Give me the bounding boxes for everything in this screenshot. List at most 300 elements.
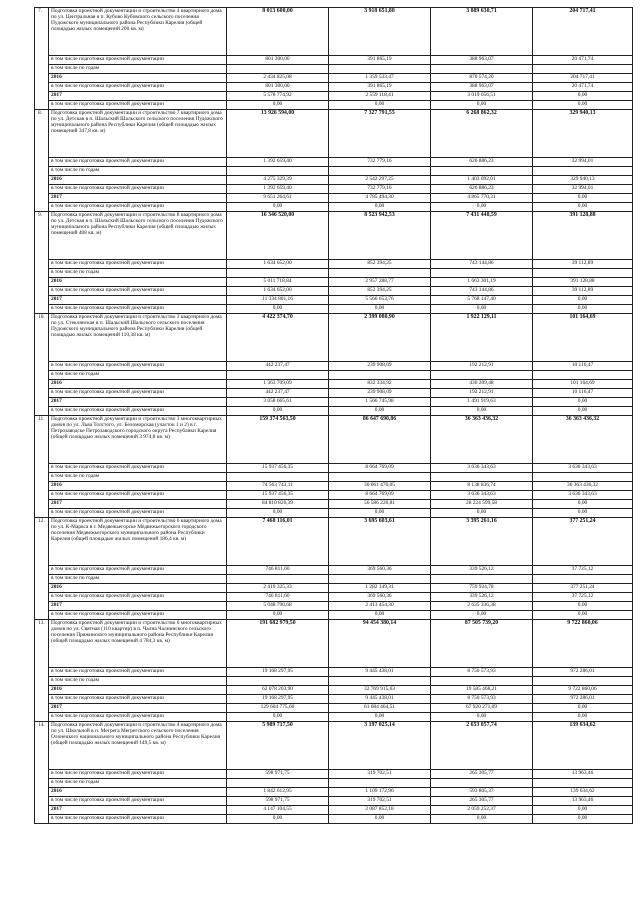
amount-cell: 0,00 [431, 815, 533, 824]
item-subrow [35, 704, 633, 713]
item-description: Подготовка проектной документации и строительство 6 многоквартирных домов по ул. Святная (110 квартир) в п. Чална Чалнинского сельского поселения Пряжинского муниципального района Республики Карелия (общей площадью жилых помещений 4 784,3 кв. м) [49, 620, 227, 668]
amount-cell: 6 268 862,32 [431, 110, 533, 158]
amount-cell: 16 346 520,00 [227, 212, 329, 260]
amount-cell: 732 779,16 [329, 185, 431, 194]
amount-cell: 3 636 343,63 [431, 464, 533, 473]
amount-cell: 0,00 [533, 509, 633, 518]
amount-cell: 339 526,12 [431, 593, 533, 602]
amount-cell: 84 810 820,39 [227, 500, 329, 509]
amount-cell: 37 725,12 [533, 593, 633, 602]
item-row [35, 8, 633, 56]
amount-cell [533, 65, 633, 74]
amount-cell: 2 059 252,37 [431, 806, 533, 815]
item-number: 8. [35, 110, 49, 212]
amount-cell: 391 128,88 [533, 212, 633, 260]
budget-table [34, 7, 633, 824]
amount-cell: 32 994,01 [533, 185, 633, 194]
amount-cell: 3 197 025,14 [329, 722, 431, 770]
item-subrow [35, 806, 633, 815]
amount-cell: 339 526,12 [431, 566, 533, 575]
row-label: 2017 [49, 500, 227, 509]
amount-cell: 598 971,75 [227, 770, 329, 779]
amount-cell [431, 65, 533, 74]
item-number: 9. [35, 212, 49, 314]
amount-cell: 239 908,09 [329, 362, 431, 371]
row-label: в том числе по годам [49, 473, 227, 482]
item-subrow [35, 398, 633, 407]
amount-cell: 369 560,36 [329, 593, 431, 602]
amount-cell: 1 922 129,11 [431, 314, 533, 362]
amount-cell: 4 422 374,70 [227, 314, 329, 362]
row-label: в том числе подготовка проектной документации [49, 611, 227, 620]
amount-cell [227, 269, 329, 278]
amount-cell [533, 779, 633, 788]
amount-cell: 4 147 104,55 [227, 806, 329, 815]
amount-cell: 0,00 [431, 611, 533, 620]
item-subrow [35, 185, 633, 194]
amount-cell: 1 663 301,19 [431, 278, 533, 287]
amount-cell: 87 505 739,20 [431, 620, 533, 668]
amount-cell: 377 251,24 [533, 518, 633, 566]
amount-cell: 265 305,77 [431, 797, 533, 806]
amount-cell: 13 963,46 [533, 797, 633, 806]
amount-cell: 8 750 573,93 [431, 668, 533, 677]
amount-cell: 0,00 [227, 815, 329, 824]
amount-cell [431, 371, 533, 380]
item-subrow [35, 779, 633, 788]
amount-cell: 626 886,23 [431, 185, 533, 194]
amount-cell: 10 116,47 [533, 389, 633, 398]
amount-cell: 9 722 860,06 [533, 686, 633, 695]
amount-cell: 2 399 080,90 [329, 314, 431, 362]
amount-cell: 319 702,51 [329, 797, 431, 806]
item-number: 12. [35, 518, 49, 620]
amount-cell [329, 575, 431, 584]
amount-cell: 801 300,00 [227, 56, 329, 65]
item-row [35, 620, 633, 668]
row-label: в том числе подготовка проектной документации [49, 389, 227, 398]
amount-cell: 1 403 092,01 [431, 176, 533, 185]
row-label: в том числе подготовка проектной документации [49, 464, 227, 473]
row-label: в том числе подготовка проектной документации [49, 260, 227, 269]
row-label: в том числе подготовка проектной документации [49, 185, 227, 194]
amount-cell: 3 058 665,61 [227, 398, 329, 407]
amount-cell: 1 842 612,95 [227, 788, 329, 797]
amount-cell: 3 636 343,63 [533, 464, 633, 473]
amount-cell: 626 886,23 [431, 158, 533, 167]
amount-cell [227, 575, 329, 584]
amount-cell: 139 634,62 [533, 722, 633, 770]
row-label: в том числе подготовка проектной документации [49, 83, 227, 92]
table-body [35, 8, 633, 824]
amount-cell: 36 363 436,32 [431, 416, 533, 464]
item-description: Подготовка проектной документации и строительство 8 квартирного дома по ул. Детская в п. Шальский Шальского сельского поселения Пудожского муниципального района Республики Карелия (общей площадью жилых помещений 408 кв. м) [49, 212, 227, 260]
item-subrow [35, 380, 633, 389]
amount-cell: 388 963,07 [431, 56, 533, 65]
amount-cell [227, 677, 329, 686]
item-subrow [35, 482, 633, 491]
item-subrow [35, 509, 633, 518]
document-page [34, 7, 632, 824]
row-label: в том числе подготовка проектной документации [49, 203, 227, 212]
amount-cell: 39 112,89 [533, 260, 633, 269]
row-label: 2017 [49, 194, 227, 203]
amount-cell: 0,00 [533, 815, 633, 824]
amount-cell: 2 635 336,38 [431, 602, 533, 611]
item-row [35, 212, 633, 260]
amount-cell: 743 144,86 [431, 287, 533, 296]
amount-cell [533, 269, 633, 278]
item-subrow [35, 695, 633, 704]
amount-cell: 0,00 [533, 203, 633, 212]
amount-cell: 13 963,46 [533, 770, 633, 779]
amount-cell: 19 168 297,95 [227, 695, 329, 704]
item-subrow [35, 74, 633, 83]
amount-cell: 159 374 563,50 [227, 416, 329, 464]
amount-cell: 369 560,36 [329, 566, 431, 575]
amount-cell: 319 702,51 [329, 770, 431, 779]
amount-cell [431, 575, 533, 584]
row-label: в том числе по годам [49, 779, 227, 788]
amount-cell: 0,00 [431, 509, 533, 518]
amount-cell: 20 471,74 [533, 56, 633, 65]
amount-cell: 9 722 860,06 [533, 620, 633, 668]
amount-cell: 746 811,60 [227, 566, 329, 575]
amount-cell: 1 566 745,98 [329, 398, 431, 407]
amount-cell: 204 717,41 [533, 74, 633, 83]
amount-cell: 20 471,74 [533, 83, 633, 92]
amount-cell: 101 164,69 [533, 380, 633, 389]
amount-cell: 2 957 288,77 [329, 278, 431, 287]
amount-cell: 0,00 [533, 194, 633, 203]
amount-cell [329, 779, 431, 788]
item-subrow [35, 371, 633, 380]
amount-cell: 2 419 325,33 [227, 584, 329, 593]
amount-cell: 0,00 [227, 101, 329, 110]
item-number: 7. [35, 8, 49, 110]
amount-cell [227, 473, 329, 482]
amount-cell: 0,00 [227, 713, 329, 722]
amount-cell: 0,00 [431, 305, 533, 314]
row-label: в том числе по годам [49, 677, 227, 686]
amount-cell: 0,00 [227, 611, 329, 620]
amount-cell: 139 634,62 [533, 788, 633, 797]
amount-cell: 204 717,41 [533, 8, 633, 56]
row-label: 2016 [49, 278, 227, 287]
row-label: в том числе подготовка проектной документации [49, 797, 227, 806]
amount-cell: 1 392 659,40 [227, 185, 329, 194]
row-label: в том числе по годам [49, 269, 227, 278]
row-label: 2016 [49, 584, 227, 593]
item-subrow [35, 56, 633, 65]
item-subrow [35, 677, 633, 686]
row-label: в том числе подготовка проектной документации [49, 101, 227, 110]
item-subrow [35, 101, 633, 110]
row-label: в том числе подготовка проектной документации [49, 815, 227, 824]
amount-cell: 0,00 [431, 407, 533, 416]
row-label: в том числе подготовка проектной документации [49, 158, 227, 167]
row-label: 2016 [49, 176, 227, 185]
amount-cell: 1 634 652,00 [227, 260, 329, 269]
row-label: 2017 [49, 704, 227, 713]
amount-cell [431, 677, 533, 686]
amount-cell: 3 636 343,63 [431, 491, 533, 500]
amount-cell: 0,00 [533, 398, 633, 407]
amount-cell [329, 65, 431, 74]
amount-cell: 0,00 [431, 101, 533, 110]
amount-cell [431, 779, 533, 788]
row-label: 2017 [49, 92, 227, 101]
amount-cell [533, 167, 633, 176]
row-label: в том числе подготовка проектной документации [49, 362, 227, 371]
amount-cell: 852 394,25 [329, 287, 431, 296]
amount-cell: 972 286,01 [533, 695, 633, 704]
item-subrow [35, 797, 633, 806]
item-subrow [35, 296, 633, 305]
item-subrow [35, 575, 633, 584]
row-label: 2016 [49, 380, 227, 389]
amount-cell: 4 785 494,30 [329, 194, 431, 203]
amount-cell: 3 918 651,88 [329, 8, 431, 56]
amount-cell: 0,00 [227, 407, 329, 416]
amount-cell: 192 212,91 [431, 362, 533, 371]
item-description: Подготовка проектной документации и строительство 6 квартирного дома по ул. К-Маркса в г. Медвежьегорске Медвежьегорского городского поселения Медвежьегорского муниципального района Республики Карелия (общей площадью жилых помещений 186,4 кв. м) [49, 518, 227, 566]
amount-cell: 732 779,16 [329, 158, 431, 167]
amount-cell: 56 586 220,81 [329, 500, 431, 509]
amount-cell: 3 395 261,16 [431, 518, 533, 566]
amount-cell: 4 865 770,31 [431, 194, 533, 203]
amount-cell: 62 078 203,90 [227, 686, 329, 695]
item-subrow [35, 176, 633, 185]
amount-cell: 2 413 454,30 [329, 602, 431, 611]
row-label: 2017 [49, 398, 227, 407]
item-row [35, 314, 633, 362]
amount-cell: 7 431 448,59 [431, 212, 533, 260]
amount-cell: 30 061 470,05 [329, 482, 431, 491]
amount-cell: 9 651 264,61 [227, 194, 329, 203]
amount-cell [227, 167, 329, 176]
amount-cell: 2 087 852,18 [329, 806, 431, 815]
item-subrow [35, 167, 633, 176]
item-row [35, 518, 633, 566]
item-subrow [35, 788, 633, 797]
amount-cell: 746 811,60 [227, 593, 329, 602]
amount-cell: 391 128,88 [533, 278, 633, 287]
amount-cell [533, 371, 633, 380]
amount-cell: 9 445 438,01 [329, 695, 431, 704]
amount-cell: 32 769 915,63 [329, 686, 431, 695]
item-number: 11. [35, 416, 49, 518]
row-label: в том числе по годам [49, 65, 227, 74]
amount-cell: 3 636 343,63 [533, 491, 633, 500]
amount-cell: 0,00 [329, 407, 431, 416]
row-label: 2016 [49, 74, 227, 83]
item-subrow [35, 593, 633, 602]
amount-cell: 743 144,86 [431, 260, 533, 269]
row-label: в том числе подготовка проектной документации [49, 56, 227, 65]
row-label: 2016 [49, 482, 227, 491]
amount-cell: 1 392 659,40 [227, 158, 329, 167]
amount-cell: 28 224 599,58 [431, 500, 533, 509]
amount-cell: 19 168 297,95 [227, 668, 329, 677]
amount-cell: 0,00 [533, 296, 633, 305]
item-row [35, 416, 633, 464]
amount-cell: 0,00 [533, 806, 633, 815]
amount-cell [431, 473, 533, 482]
amount-cell: 9 445 438,01 [329, 668, 431, 677]
item-subrow [35, 92, 633, 101]
row-label: 2016 [49, 686, 227, 695]
row-label: в том числе подготовка проектной документации [49, 695, 227, 704]
item-subrow [35, 407, 633, 416]
amount-cell: 191 682 979,50 [227, 620, 329, 668]
amount-cell: 0,00 [533, 305, 633, 314]
amount-cell: 8 523 942,53 [329, 212, 431, 260]
amount-cell: 2 559 118,41 [329, 92, 431, 101]
amount-cell: 15 937 456,35 [227, 464, 329, 473]
item-subrow [35, 65, 633, 74]
item-subrow [35, 287, 633, 296]
amount-cell: 4 275 329,39 [227, 176, 329, 185]
amount-cell: 0,00 [329, 305, 431, 314]
amount-cell: 5 011 718,84 [227, 278, 329, 287]
amount-cell: 852 394,25 [329, 260, 431, 269]
item-subrow [35, 686, 633, 695]
amount-cell: 239 908,09 [329, 389, 431, 398]
amount-cell: 67 920 271,09 [431, 704, 533, 713]
item-number: 13. [35, 620, 49, 722]
item-row [35, 722, 633, 770]
amount-cell: 129 604 775,60 [227, 704, 329, 713]
item-description: Подготовка проектной документации и строительство 7 квартирного дома по ул. Детская в п. Шальский Шальского сельского поселения Пудожского муниципального района Республики Карелия (общей площадью жилых помещений 347,8 кв. м) [49, 110, 227, 158]
amount-cell [329, 371, 431, 380]
item-subrow [35, 491, 633, 500]
amount-cell: 265 305,77 [431, 770, 533, 779]
item-subrow [35, 260, 633, 269]
amount-cell [431, 269, 533, 278]
row-label: в том числе подготовка проектной документации [49, 491, 227, 500]
item-description: Подготовка проектной документации и строительство 3 многоквартирных домов по ул. Льва Толстого, ул. Беломорская (участок 1 и 2) в г. Петрозаводске Петрозаводского городского округа Республики Карелия (общей площадью жилых помещений 3 974,8 кв. м) [49, 416, 227, 464]
item-subrow [35, 269, 633, 278]
row-label: в том числе подготовка проектной документации [49, 593, 227, 602]
amount-cell: 36 363 436,32 [533, 416, 633, 464]
amount-cell [329, 473, 431, 482]
amount-cell [329, 167, 431, 176]
row-label: в том числе подготовка проектной документации [49, 668, 227, 677]
amount-cell: 377 251,24 [533, 584, 633, 593]
item-subrow [35, 815, 633, 824]
amount-cell: 759 924,78 [431, 584, 533, 593]
amount-cell: 7 468 116,01 [227, 518, 329, 566]
row-label: 2016 [49, 788, 227, 797]
amount-cell: 8 664 769,09 [329, 491, 431, 500]
amount-cell: 0,00 [329, 611, 431, 620]
item-subrow [35, 668, 633, 677]
row-label: в том числе подготовка проектной документации [49, 407, 227, 416]
amount-cell: 0,00 [329, 203, 431, 212]
item-subrow [35, 83, 633, 92]
amount-cell: 1 282 149,31 [329, 584, 431, 593]
row-label: 2017 [49, 806, 227, 815]
amount-cell: 0,00 [431, 713, 533, 722]
row-label: в том числе подготовка проектной документации [49, 305, 227, 314]
item-number: 14. [35, 722, 49, 824]
item-subrow [35, 362, 633, 371]
amount-cell: 13 926 594,00 [227, 110, 329, 158]
amount-cell: 1 109 172,96 [329, 788, 431, 797]
amount-cell: 86 647 690,86 [329, 416, 431, 464]
amount-cell: 7 327 791,55 [329, 110, 431, 158]
amount-cell: 5 578 774,92 [227, 92, 329, 101]
amount-cell: 8 013 600,00 [227, 8, 329, 56]
amount-cell: 329 940,13 [533, 176, 633, 185]
amount-cell: 0,00 [431, 203, 533, 212]
amount-cell: 0,00 [329, 713, 431, 722]
amount-cell: 0,00 [329, 509, 431, 518]
row-label: 2017 [49, 296, 227, 305]
item-row [35, 110, 633, 158]
amount-cell: 1 634 652,00 [227, 287, 329, 296]
row-label: в том числе подготовка проектной документации [49, 509, 227, 518]
amount-cell [533, 677, 633, 686]
amount-cell: 0,00 [533, 704, 633, 713]
amount-cell: 1 491 919,63 [431, 398, 533, 407]
item-description: Подготовка проектной документации и строительство 4 квартирного дома по ул. Школьной в п. Мегрега Мегрегского сельского поселения Олонецкого национального муниципального района Республики Карелия (общей площадью жилых помещений 149,5 кв. м) [49, 722, 227, 770]
amount-cell: 5 566 653,76 [329, 296, 431, 305]
amount-cell [329, 677, 431, 686]
amount-cell: 5 989 717,50 [227, 722, 329, 770]
amount-cell: 442 237,47 [227, 362, 329, 371]
amount-cell: 8 138 836,74 [431, 482, 533, 491]
amount-cell [329, 269, 431, 278]
amount-cell: 0,00 [329, 101, 431, 110]
item-subrow [35, 602, 633, 611]
amount-cell: 8 664 769,09 [329, 464, 431, 473]
amount-cell: 3 019 056,51 [431, 92, 533, 101]
amount-cell: 1 363 709,09 [227, 380, 329, 389]
item-subrow [35, 500, 633, 509]
amount-cell: 15 937 456,35 [227, 491, 329, 500]
item-number: 10. [35, 314, 49, 416]
amount-cell: 3 695 603,61 [329, 518, 431, 566]
amount-cell: 0,00 [533, 602, 633, 611]
amount-cell: 0,00 [227, 305, 329, 314]
row-label: в том числе подготовка проектной документации [49, 566, 227, 575]
row-label: 2017 [49, 602, 227, 611]
amount-cell [227, 65, 329, 74]
amount-cell: 329 940,13 [533, 110, 633, 158]
item-subrow [35, 203, 633, 212]
amount-cell: 442 237,47 [227, 389, 329, 398]
amount-cell [227, 779, 329, 788]
item-subrow [35, 770, 633, 779]
item-subrow [35, 158, 633, 167]
amount-cell: 36 363 436,32 [533, 482, 633, 491]
amount-cell: 37 725,12 [533, 566, 633, 575]
item-description: Подготовка проектной документации и строительство 4 квартирного дома по ул. Центральная в п. Кубово Кубовского сельского поселения Пудожского муниципального района Республики Карелия (общей площадью жилых помещений 200 кв. м) [49, 8, 227, 56]
amount-cell: 39 112,89 [533, 287, 633, 296]
amount-cell: 832 334,92 [329, 380, 431, 389]
amount-cell: 11 334 801,16 [227, 296, 329, 305]
item-subrow [35, 464, 633, 473]
amount-cell: 391 865,19 [329, 83, 431, 92]
amount-cell: 801 300,00 [227, 83, 329, 92]
amount-cell: 2 542 297,25 [329, 176, 431, 185]
amount-cell: 10 116,47 [533, 362, 633, 371]
amount-cell: 32 994,01 [533, 158, 633, 167]
amount-cell: 391 865,19 [329, 56, 431, 65]
item-subrow [35, 389, 633, 398]
